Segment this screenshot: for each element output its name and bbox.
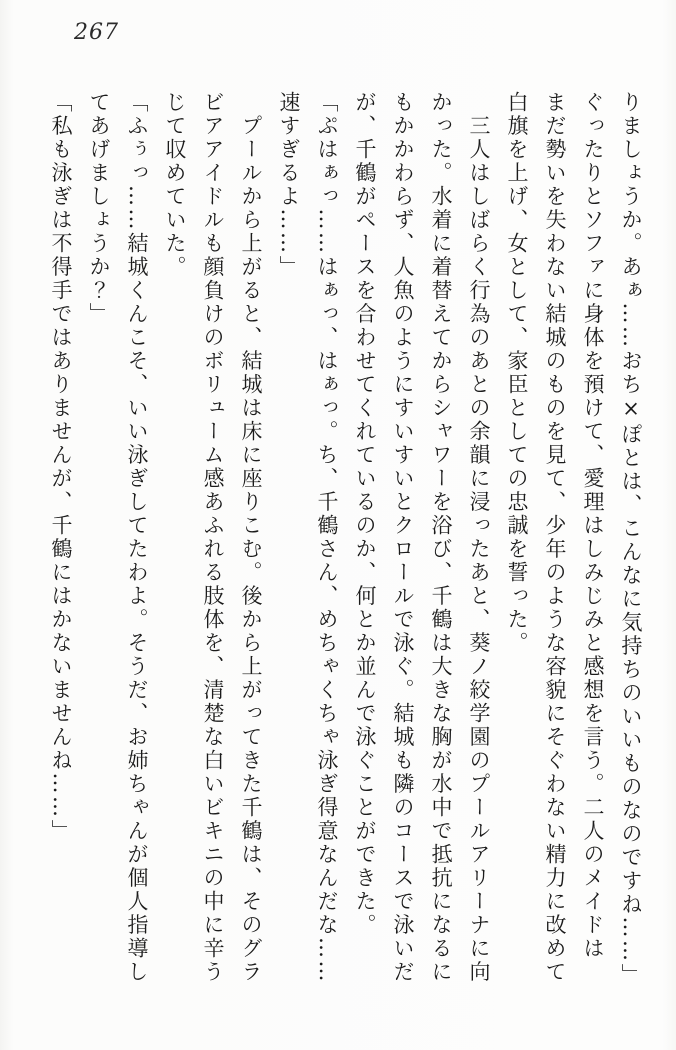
text-line: が、千鶴がペースを合わせてくれているのか、何とか並んで泳ぐことができた。 (353, 91, 377, 937)
text-line: りましょうか。あぁ……おち×ぽとは、こんなに気持ちのいいものなのですね……」 (619, 91, 643, 987)
text-line: てあげましょうか？」 (87, 91, 111, 326)
page-number: 267 (74, 20, 119, 45)
text-line: 「私も泳ぎは不得手ではありませんが、千鶴にはかないませんね……」 (49, 91, 73, 843)
text-line: じて収めていた。 (163, 91, 187, 279)
text-line: 「ぷはぁっ……はぁっ、はぁっ。ち、千鶴さん、めちゃくちゃ泳ぎ得意なんだな…… (315, 91, 339, 984)
text-line: 速すぎるよ……」 (277, 91, 301, 279)
text-line: 「ふぅっ……結城くんこそ、いい泳ぎしてたわよ。そうだ、お姉ちゃんが個人指導し (125, 91, 149, 984)
text-line: ビアアイドルも顔負けのボリューム感あふれる肢体を、清楚な白いビキニの中に辛う (201, 91, 225, 984)
text-line: 白旗を上げ、女として、家臣としての忠誠を誓った。 (505, 91, 529, 655)
text-line: もかかわらず、人魚のようにすいすいとクロールで泳ぐ。結城も隣のコースで泳いだ (391, 91, 415, 984)
text-line: まだ勢いを失わない結城のものを見て、少年のような容貌にそぐわない精力に改めて (543, 91, 567, 984)
text-line: プールから上がると、結城は床に座りこむ。後から上がってきた千鶴は、そのグラ (239, 91, 263, 984)
text-line: 三人はしばらく行為のあとの余韻に浸ったあと、葵ノ絞学園のプールアリーナに向 (467, 91, 491, 984)
vertical-text-block (42, 91, 650, 1036)
text-line: かった。水着に着替えてからシャワーを浴び、千鶴は大きな胸が水中で抵抗になるに (429, 91, 453, 984)
text-line: ぐったりとソファに身体を預けて、愛理はしみじみと感想を言う。二人のメイドは (581, 91, 605, 961)
